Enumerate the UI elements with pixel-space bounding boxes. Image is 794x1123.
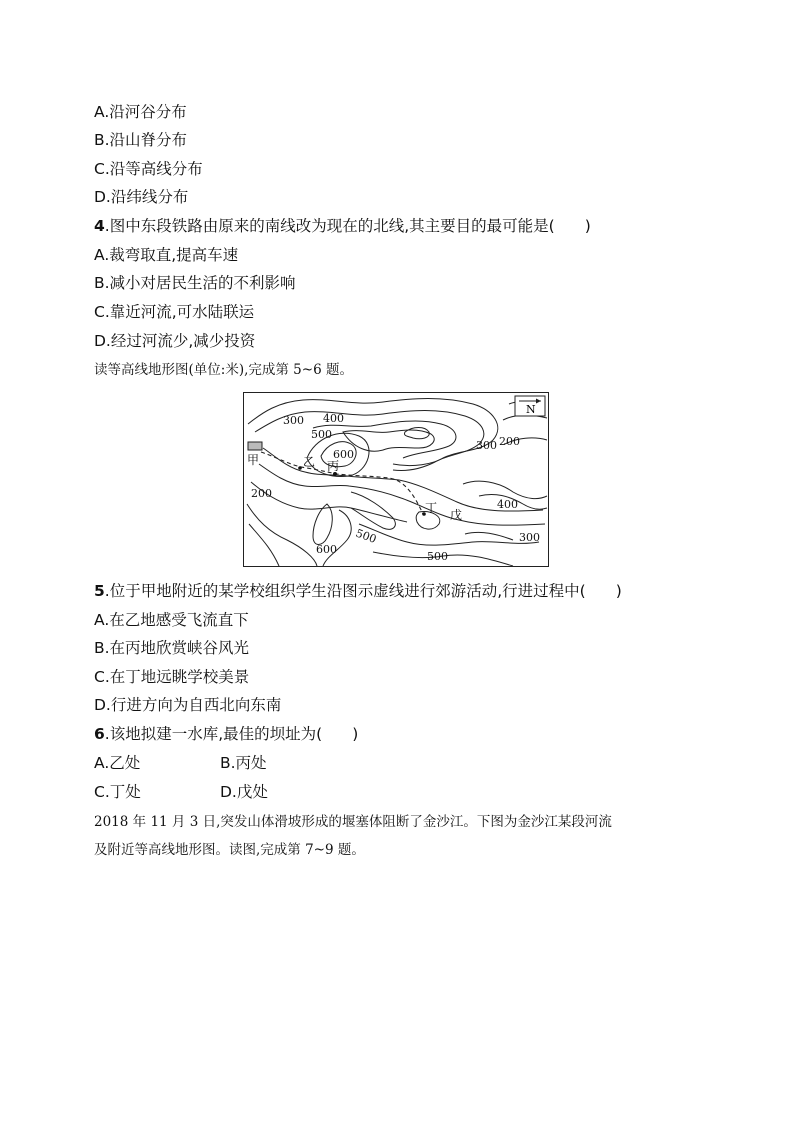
q6-option-a: A.乙处 — [94, 754, 141, 772]
q4-option-d: D.经过河流少,减少投资 — [94, 332, 256, 350]
q5-close: ) — [615, 582, 622, 600]
contour-label: 600 — [333, 448, 354, 461]
q5-number: 5 — [94, 582, 105, 600]
q6-number: 6 — [94, 725, 105, 743]
place-label-bing: 丙 — [327, 459, 340, 473]
intro-7-9-line-2: 及附近等高线地形图。读图,完成第 7~9 题。 — [94, 842, 365, 858]
place-label-ding: 丁 — [425, 501, 438, 515]
intro-7-9-line-1: 2018 年 11 月 3 日,突发山体滑坡形成的堰塞体阻断了金沙江。下图为金沙江某段河流 — [94, 814, 612, 830]
place-label-jia: 甲 — [247, 453, 260, 467]
q4-number: 4 — [94, 217, 105, 235]
contour-label: 300 — [519, 531, 540, 544]
q4-close: ) — [584, 217, 591, 235]
q5-stem — [94, 581, 622, 601]
q3-option-c: C.沿等高线分布 — [94, 160, 203, 178]
q5-option-b: B.在丙地欣赏峡谷风光 — [94, 639, 250, 657]
contour-label: 300 — [476, 439, 497, 452]
q5-option-c: C.在丁地远眺学校美景 — [94, 668, 250, 686]
q4-option-c: C.靠近河流,可水陆联运 — [94, 303, 255, 321]
q6-option-row-2 — [94, 782, 268, 802]
school-marker — [248, 442, 262, 450]
q6-option-b: B.丙处 — [220, 754, 267, 772]
north-label: N — [526, 403, 536, 416]
q3-option-d: D.沿纬线分布 — [94, 188, 189, 206]
q6-option-d: D.戊处 — [220, 783, 268, 801]
q6-stem-text: .该地拟建一水库,最佳的坝址为( — [104, 725, 323, 743]
contour-label: 500 — [311, 428, 332, 441]
q5-option-d: D.行进方向为自西北向东南 — [94, 696, 282, 714]
contour-label: 500 — [353, 526, 379, 547]
q6-stem — [94, 724, 358, 744]
q3-option-b: B.沿山脊分布 — [94, 131, 188, 149]
contour-label: 500 — [427, 550, 448, 563]
q4-stem — [94, 216, 591, 236]
q3-option-a: A.沿河谷分布 — [94, 103, 187, 121]
q6-option-c: C.丁处 — [94, 783, 141, 801]
place-label-wu: 戊 — [450, 508, 463, 522]
q4-stem-text: .图中东段铁路由原来的南线改为现在的北线,其主要目的最可能是( — [104, 217, 555, 235]
contour-label: 400 — [323, 412, 344, 425]
q4-option-b: B.减小对居民生活的不利影响 — [94, 274, 296, 292]
contour-label: 600 — [316, 543, 337, 556]
contour-label: 400 — [497, 498, 518, 511]
q5-stem-text: .位于甲地附近的某学校组织学生沿图示虚线进行郊游活动,行进过程中( — [104, 582, 586, 600]
intro-5-6: 读等高线地形图(单位:米),完成第 5~6 题。 — [94, 362, 353, 378]
contour-map — [243, 392, 549, 567]
q5-option-a: A.在乙地感受飞流直下 — [94, 611, 249, 629]
place-label-yi: 乙 — [303, 455, 316, 469]
q4-option-a: A.裁弯取直,提高车速 — [94, 246, 239, 264]
q6-option-row-1 — [94, 753, 267, 773]
contour-label: 200 — [251, 487, 272, 500]
contour-label: 200 — [499, 435, 520, 448]
q6-close: ) — [352, 725, 359, 743]
contour-label: 300 — [283, 414, 304, 427]
